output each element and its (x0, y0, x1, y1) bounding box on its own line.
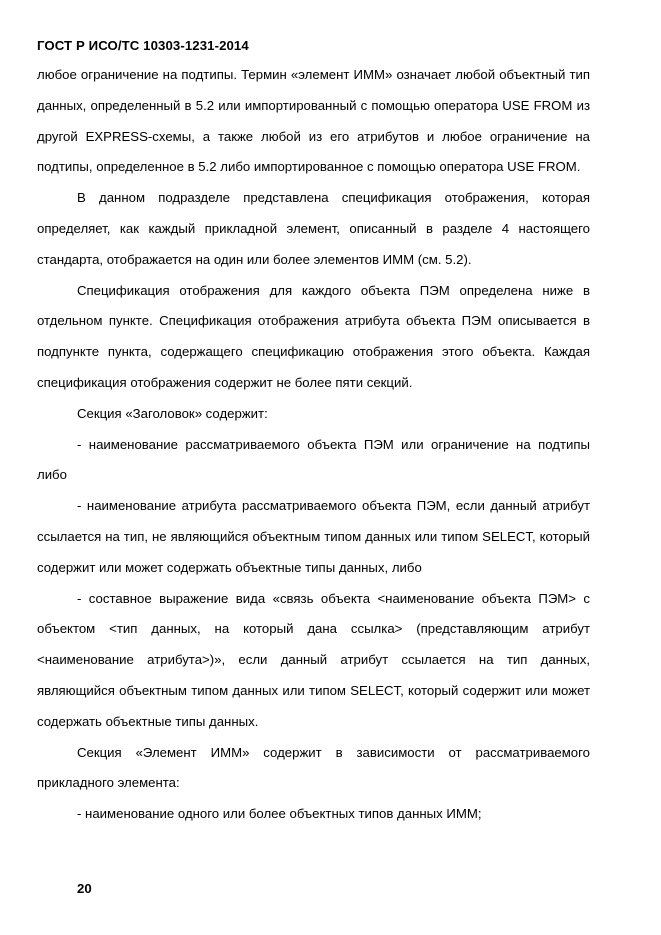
list-item-attribute-name: - наименование атрибута рассматриваемого объекта ПЭМ, если данный атрибут ссылается на тип, не являющийся объектным типом данных или типом SELECT, который содержит или может содержать объектные типы данных, либо (37, 498, 590, 575)
page-number: 20 (77, 881, 92, 896)
list-item-imm-types: - наименование одного или более объектных типов данных ИММ; (77, 806, 482, 822)
list-item-compound-expression: - составное выражение вида «связь объекта <наименование объекта ПЭМ> с объектом <тип данных, на который дана ссылка> (представляющим атрибут <наименование атрибута>)», если данный атрибут ссылается на тип данных, являющийся объектным типом данных или типом SELECT, который содержит или может содержать объектные типы данных. (37, 590, 590, 729)
document-header: ГОСТ Р ИСО/ТС 10303-1231-2014 (37, 38, 249, 53)
paragraph-mapping-spec-intro: В данном подразделе представлена спецификация отображения, которая определяет, как каждый прикладной элемент, описанный в разделе 4 настоящего стандарта, отображается на один или более элементов ИММ (см. 5.2). (37, 190, 590, 267)
paragraph-header-section: Секция «Заголовок» содержит: (77, 405, 268, 421)
paragraph-mapping-spec-structure: Спецификация отображения для каждого объекта ПЭМ определена ниже в отдельном пункте. Спецификация отображения атрибута объекта ПЭМ описывается в подпункте пункта, содержащего спецификацию отображения этого объекта. Каждая спецификация отображения содержит не более пяти секций. (37, 282, 590, 390)
document-body (37, 60, 590, 830)
list-item-object-name: - наименование рассматриваемого объекта ПЭМ или ограничение на подтипы либо (37, 436, 590, 483)
paragraph-imm-element-section: Секция «Элемент ИММ» содержит в зависимости от рассматриваемого прикладного элемента: (37, 744, 590, 791)
paragraph-continuation: любое ограничение на подтипы. Термин «элемент ИММ» означает любой объектный тип данных, определенный в 5.2 или импортированный с помощью оператора USE FROM из другой EXPRESS-схемы, а также любой из его атрибутов и любое ограничение на подтипы, определенное в 5.2 либо импортированное с помощью оператора USE FROM. (37, 67, 590, 175)
